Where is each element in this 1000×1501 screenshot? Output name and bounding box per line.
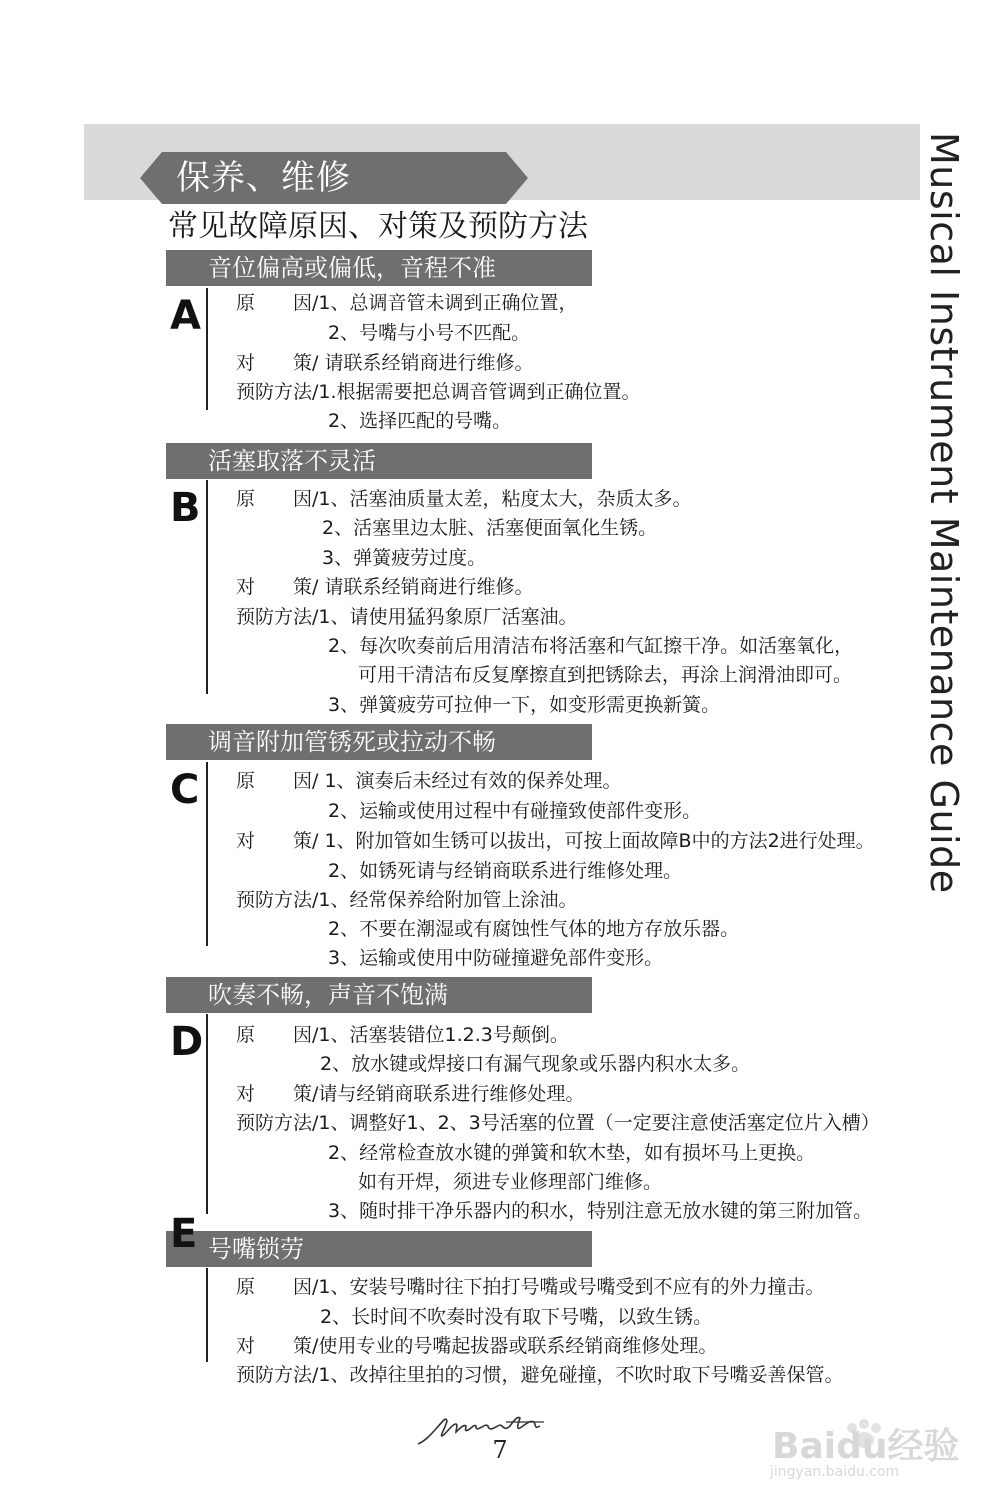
section-e-letter: E [170,1211,198,1257]
section-a-title: 音位偏高或偏低，音程不准 [166,250,592,286]
section-a-rule [206,288,208,410]
section-b-line: 对 策/ 请联系经销商进行维修。 [236,576,534,598]
section-b-rule [206,480,208,694]
section-b-line: 2、每次吹奏前后用清洁布将活塞和气缸擦干净。如活塞氧化， [328,635,854,657]
section-c-title: 调音附加管锈死或拉动不畅 [166,724,592,760]
section-a-line: 2、选择匹配的号嘴。 [328,410,512,432]
section-a-line: 2、号嘴与小号不匹配。 [328,322,531,344]
section-b-title: 活塞取落不灵活 [166,443,592,479]
section-c-line: 对 策/ 1、附加管如生锈可以拔出，可按上面故障B中的方法2进行处理。 [236,830,875,852]
section-d-letter: D [170,1019,204,1065]
section-e-line: 对 策/使用专业的号嘴起拔器或联系经销商维修处理。 [236,1335,718,1357]
section-d-line: 2、经常检查放水键的弹簧和软木垫，如有损坏马上更换。 [328,1142,816,1164]
section-d-rule [206,1014,208,1214]
section-d-line: 预防方法/1、调整好1、2、3号活塞的位置（一定要注意使活塞定位片入槽） [236,1112,880,1134]
watermark-text: Baidu经验 [772,1426,960,1467]
section-c-line: 2、运输或使用过程中有碰撞致使部件变形。 [328,800,702,822]
section-a-line: 预防方法/1.根据需要把总调音管调到正确位置。 [236,381,641,403]
section-b-letter: B [170,485,201,531]
page-number: 7 [492,1436,508,1464]
section-e-line: 预防方法/1、改掉往里拍的习惯，避免碰撞，不吹时取下号嘴妥善保管。 [236,1364,844,1386]
section-e-line: 2、长时间不吹奏时没有取下号嘴，以致生锈。 [320,1306,713,1328]
section-c-letter: C [170,767,200,813]
section-c-line: 预防方法/1、经常保养给附加管上涂油。 [236,889,578,911]
section-d-line: 如有开焊，须进专业修理部门维修。 [358,1171,663,1193]
section-e-title: 号嘴锁劳 [166,1231,592,1267]
section-e-line: 原 因/1、安装号嘴时往下拍打号嘴或号嘴受到不应有的外力撞击。 [236,1276,825,1298]
section-d-line: 2、放水键或焊接口有漏气现象或乐器内积水太多。 [320,1053,751,1075]
section-b-line: 原 因/1、活塞油质量太差，粘度太大，杂质太多。 [236,488,692,510]
section-c-line: 原 因/ 1、演奏后未经过有效的保养处理。 [236,770,622,792]
section-b-line: 3、弹簧疲劳过度。 [322,547,487,569]
section-d-title: 吹奏不畅，声音不饱满 [166,977,592,1013]
side-title: Musical Instrument Maintenance Guide [922,132,966,894]
section-a-line: 对 策/ 请联系经销商进行维修。 [236,352,534,374]
section-b-line: 预防方法/1、请使用猛犸象原厂活塞油。 [236,606,578,628]
section-a-line: 原 因/1、总调音管未调到正确位置， [236,292,578,314]
section-b-line: 2、活塞里边太脏、活塞便面氧化生锈。 [322,517,658,539]
section-d-line: 原 因/1、活塞装错位1.2.3号颠倒。 [236,1024,569,1046]
section-d-line: 3、随时排干净乐器内的积水，特别注意无放水键的第三附加管。 [328,1200,873,1222]
section-c-line: 3、运输或使用中防碰撞避免部件变形。 [328,947,664,969]
section-e-rule [206,1268,208,1362]
section-c-line: 2、不要在潮湿或有腐蚀性气体的地方存放乐器。 [328,918,740,940]
section-a-letter: A [170,293,201,339]
section-c-line: 2、如锈死请与经销商联系进行维修处理。 [328,860,683,882]
section-title: 保养、维修 [176,158,351,198]
section-b-line: 3、弹簧疲劳可拉伸一下，如变形需更换新簧。 [328,694,721,716]
watermark-url: jingyan.baidu.com [770,1464,900,1480]
section-d-line: 对 策/请与经销商联系进行维修处理。 [236,1083,585,1105]
brand-signature-logo [410,1410,560,1450]
section-b-line: 可用干清洁布反复摩擦直到把锈除去，再涂上润滑油即可。 [358,664,853,686]
section-c-rule [206,762,208,946]
page-subtitle: 常见故障原因、对策及预防方法 [168,209,588,244]
